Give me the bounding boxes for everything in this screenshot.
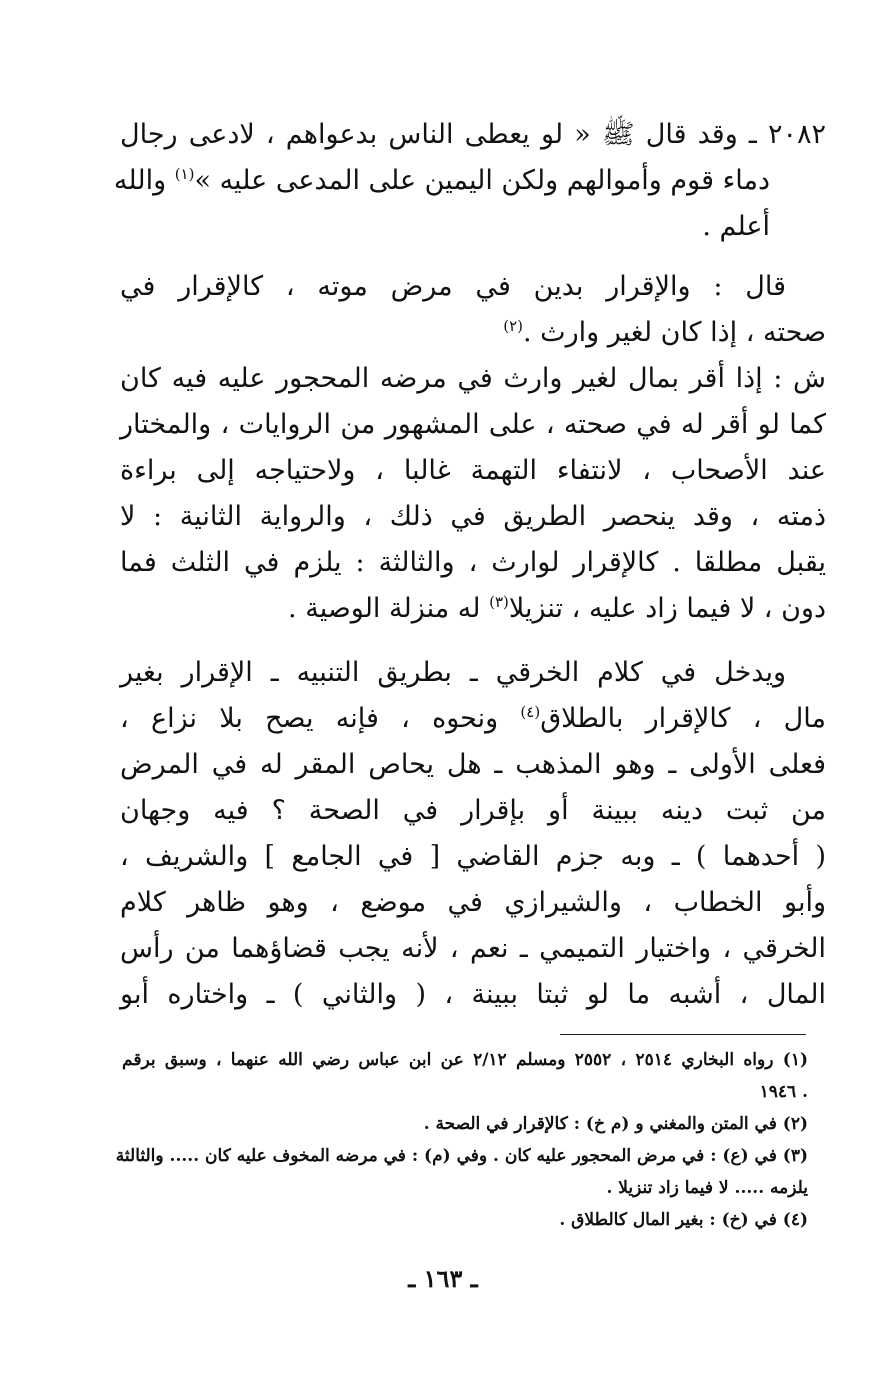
text-line: الخرقي ، واختيار التميمي ـ نعم ، لأنه يجب قضاؤهما من رأس [120, 933, 826, 964]
footnote-line: (٤) في (خ) : بغير المال كالطلاق . [559, 1210, 808, 1230]
text-line: من ثبت دينه ببينة أو بإقرار في الصحة ؟ فيه وجهان [120, 795, 826, 826]
footnote-3 [115, 1140, 808, 1204]
text-line: ش : إذا أقر بمال لغير وارث في مرضه المحجور عليه فيه كان [120, 363, 826, 394]
footnote-line: (٣) في (ع) : في مرض المحجور عليه كان . وفي (م) : في مرضه المخوف عليه كان ..... والثالثة [115, 1146, 808, 1166]
footnote-divider [560, 1034, 806, 1035]
text-span: مال ، كالإقرار بالطلاق [540, 703, 826, 734]
text-line [120, 310, 826, 356]
text-line [120, 696, 826, 742]
footnote-line: (١) رواه البخاري ٢٥١٤ ، ٢٥٥٢ ومسلم ٢/١٢ عن ابن عباس رضي الله عنهما ، وسبق برقم [122, 1050, 808, 1070]
matn-paragraph [120, 264, 826, 356]
text-line: وأبو الخطاب ، والشيرازي في موضع ، وهو ظاهر كلام [120, 887, 826, 918]
footnote-line: يلزمه ..... لا فيما زاد تنزيلا . [606, 1178, 808, 1198]
text-line: أعلم . [702, 211, 770, 242]
text-span: له منزلة الوصية . [288, 593, 490, 624]
footnote-2 [122, 1108, 808, 1140]
footnote-line: . ١٩٤٦ [759, 1082, 808, 1102]
text-span: ونحوه ، فإنه يصح بلا نزاع ، [120, 703, 521, 734]
footnotes [115, 1044, 808, 1236]
footnote-ref[interactable]: (١) [174, 165, 195, 183]
footnote-ref[interactable]: (٢) [503, 317, 523, 335]
text-line: قال : والإقرار بدين في مرض موته ، كالإقرار في [120, 271, 786, 302]
text-span: دماء قوم وأموالهم ولكن اليمين على المدعى عليه » [194, 165, 770, 196]
text-line: ويدخل في كلام الخرقي ـ بطريق التنبيه ـ الإقرار بغير [120, 657, 786, 688]
text-line: ( أحدهما ) ـ وبه جزم القاضي [ في الجامع ] والشريف ، [120, 841, 826, 872]
footnote-line: (٢) في المتن والمغني و (م خ) : كالإقرار في الصحة . [423, 1114, 808, 1134]
text-line: المال ، أشبه ما لو ثبتا ببينة ، ( والثاني ) ـ واختاره أبو [120, 979, 826, 1010]
text-line: ذمته ، وقد ينحصر الطريق في ذلك ، والرواية الثانية : لا [120, 501, 826, 532]
text-line: فعلى الأولى ـ وهو المذهب ـ هل يحاص المقر له في المرض [120, 749, 826, 780]
text-line: يقبل مطلقا . كالإقرار لوارث ، والثالثة : يلزم في الثلث فما [120, 547, 826, 578]
page-number: ـ ١٦٣ ـ [408, 1264, 478, 1293]
text-span: والله [113, 165, 175, 196]
footnote-1 [122, 1044, 808, 1108]
sharh-paragraph [120, 356, 826, 632]
text-line [120, 586, 826, 632]
hadith-paragraph [113, 112, 826, 250]
text-line: ٢٠٨٢ ـ وقد قال ﷺ « لو يعطى الناس بدعواهم ، لادعى رجال [120, 119, 826, 150]
text-span: دون ، لا فيما زاد عليه ، تنزيلا [508, 593, 826, 624]
footnote-ref[interactable]: (٤) [520, 703, 541, 721]
text-line [113, 158, 826, 204]
footnote-ref[interactable]: (٣) [489, 593, 509, 611]
text-span: صحته ، إذا كان لغير وارث . [523, 317, 826, 348]
yadkhul-paragraph [120, 650, 826, 1018]
text-line: كما لو أقر له في صحته ، على المشهور من الروايات ، والمختار [120, 409, 826, 440]
text-line: عند الأصحاب ، لانتفاء التهمة غالبا ، ولاحتياجه إلى براءة [120, 455, 826, 486]
footnote-4 [122, 1204, 808, 1236]
